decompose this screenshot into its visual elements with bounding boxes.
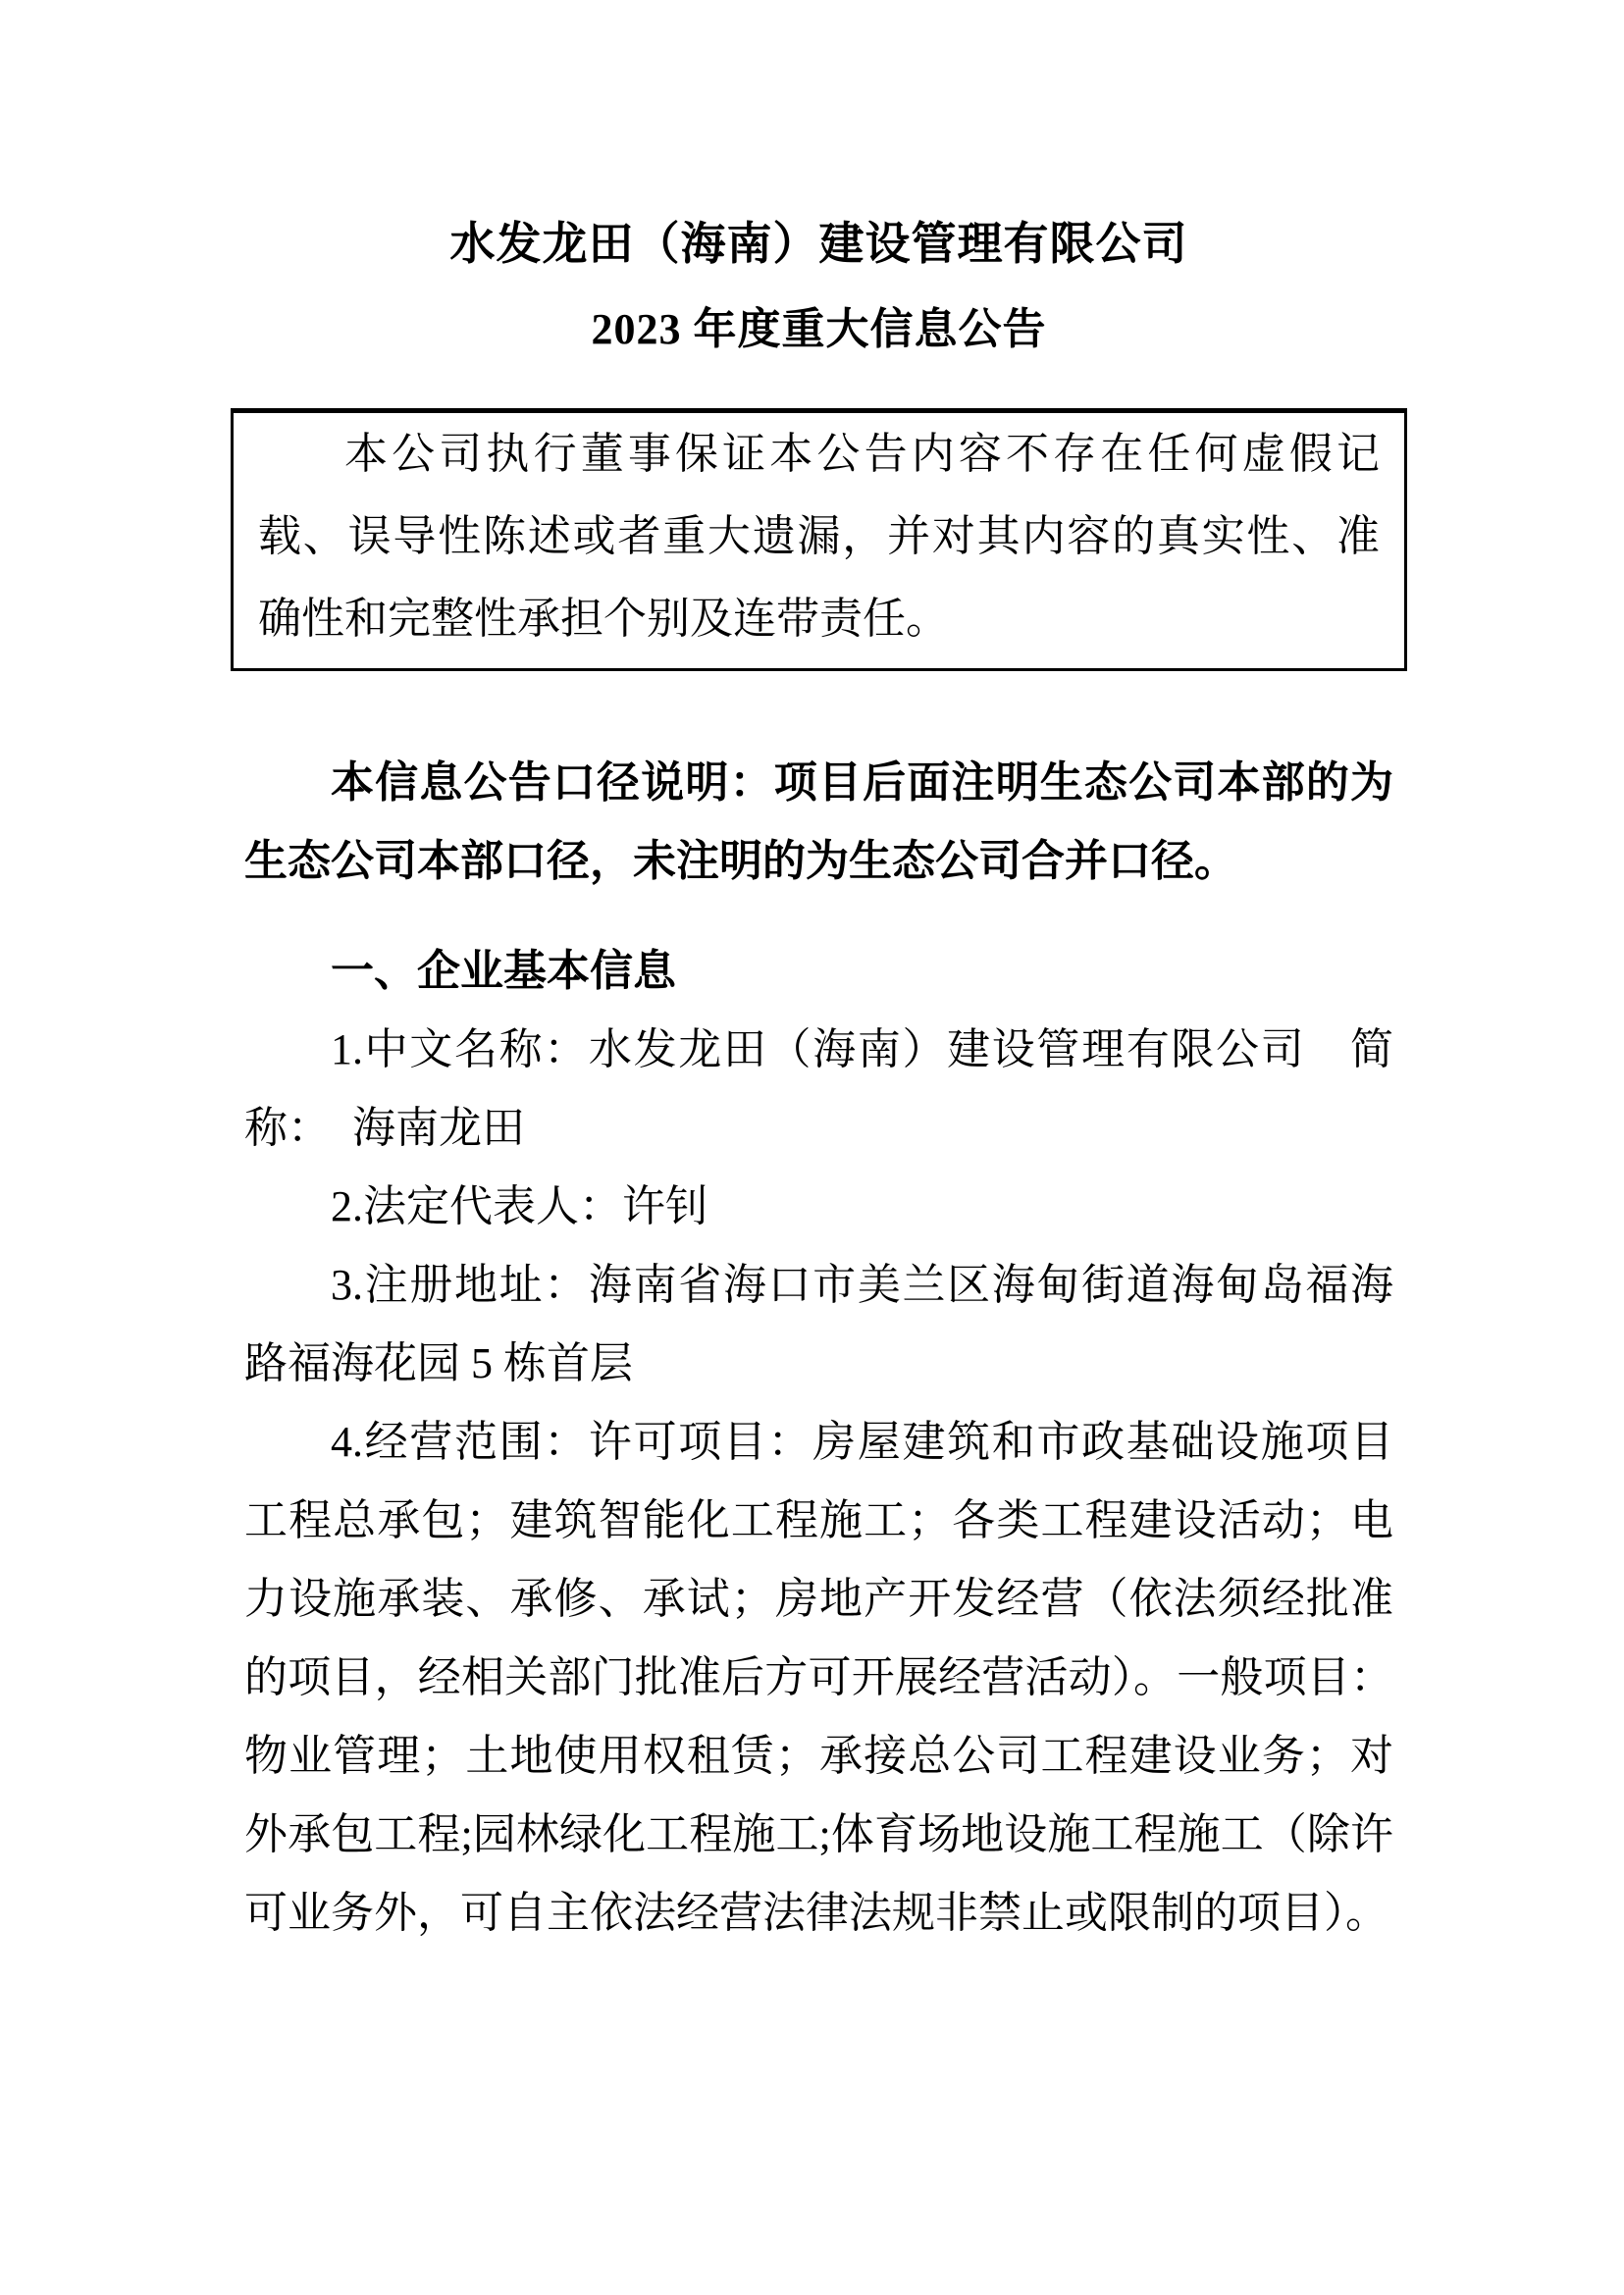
- item-chinese-name: 1.中文名称：水发龙田（海南）建设管理有限公司 简称： 海南龙田: [244, 1025, 1393, 1152]
- caliber-note: 本信息公告口径说明：项目后面注明生态公司本部的为生态公司本部口径，未注明的为生态公司合并口径。: [244, 758, 1393, 885]
- item-registered-address: 3.注册地址：海南省海口市美兰区海甸街道海甸岛福海路福海花园 5 栋首层: [244, 1261, 1393, 1387]
- disclaimer-text: 本公司执行董事保证本公告内容不存在任何虚假记载、误导性陈述或者重大遗漏，并对其内容的真实性、准确性和完整性承担个别及连带责任。: [258, 430, 1380, 643]
- disclaimer-box: [231, 408, 1407, 671]
- company-title: 水发龙田（海南）建设管理有限公司: [449, 219, 1188, 269]
- item-business-scope: 4.经营范围：许可项目：房屋建筑和市政基础设施项目工程总承包；建筑智能化工程施工；各类工程建设活动；电力设施承装、承修、承试；房地产开发经营（依法须经批准的项目，经相关部门批准后方可开展经营活动）。一般项目：物业管理；土地使用权租赁；承接总公司工程建设业务；对外承包工程;园林绿化工程施工;体育场地设施工程施工（除许可业务外，可自主依法经营法律法规非禁止或限制的项目）。: [244, 1418, 1393, 1937]
- section-heading-basic-info: 一、企业基本信息: [331, 947, 676, 995]
- item-legal-representative: 2.法定代表人：许钊: [331, 1182, 708, 1230]
- announcement-subtitle: 2023 年度重大信息公告: [591, 305, 1047, 353]
